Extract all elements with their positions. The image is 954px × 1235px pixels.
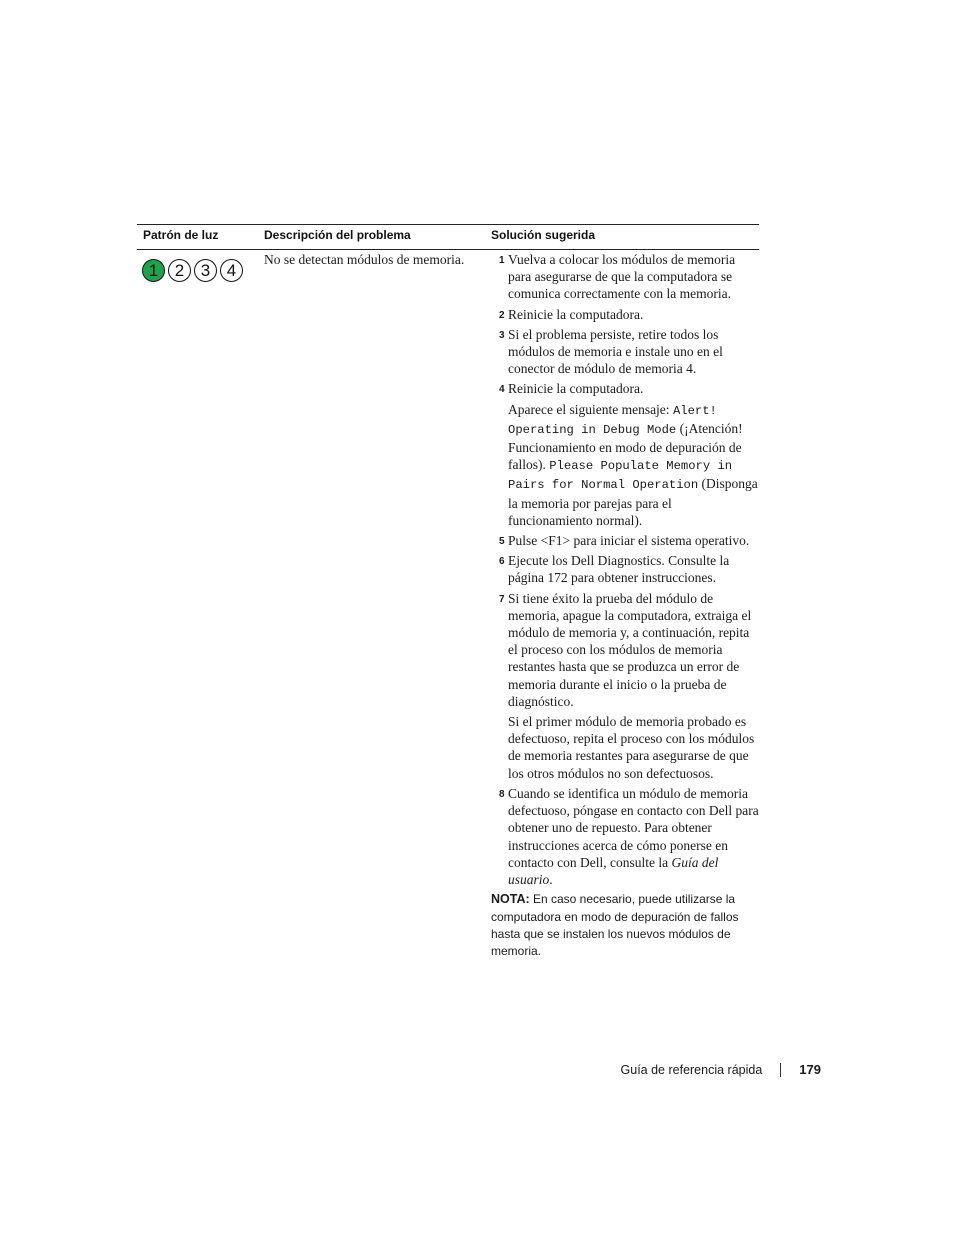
header-light-pattern: Patrón de luz xyxy=(143,228,219,242)
light-4-icon: 4 xyxy=(220,259,243,282)
step-number: 5 xyxy=(499,536,505,548)
message-translation-2: (Disponga la memoria por parejas para el funcionamiento normal). xyxy=(508,476,758,528)
step-number: 1 xyxy=(499,255,505,266)
step-7-followup: Si el primer módulo de memoria probado es defectuoso, repita el proceso con los módulos de memoria restantes para asegurarse de que los otros módulos no son defectuosos. xyxy=(508,714,755,781)
table-header-rule xyxy=(137,249,759,250)
page-number: 179 xyxy=(799,1062,821,1077)
suggested-solution xyxy=(491,251,759,961)
step-3 xyxy=(491,326,759,378)
message-code-populate: Please Populate Memory in Pairs for Normal Operation xyxy=(508,459,733,493)
step-4 xyxy=(491,380,759,397)
step-text: Reinicie la computadora. xyxy=(508,381,644,397)
step-number: 6 xyxy=(499,556,505,568)
step-text-end: . xyxy=(549,871,553,887)
header-problem-description: Descripción del problema xyxy=(264,228,411,242)
step-number: 3 xyxy=(499,329,505,341)
step-text: Si el problema persiste, retire todos los módulos de memoria e instale uno en el conector de módulo de memoria 4. xyxy=(508,326,723,377)
step-text: Ejecute los Dell Diagnostics. Consulte la página 172 para obtener instrucciones. xyxy=(508,553,730,586)
note-text: En caso necesario, puede utilizarse la computadora en modo de depuración de fallos hasta que se instalen los nuevos módulos de memoria. xyxy=(491,892,739,959)
step-text: Reinicie la computadora. xyxy=(508,306,644,322)
light-2-icon: 2 xyxy=(168,259,191,282)
page-footer xyxy=(621,1062,821,1078)
header-suggested-solution: Solución sugerida xyxy=(491,228,596,242)
note xyxy=(491,891,759,961)
step-text: Si tiene éxito la prueba del módulo de memoria, apague la computadora, extraiga el módulo de memoria y, a continuación, repita el proceso con los módulos de memoria restantes hasta que se produzca un error de memoria durante el inicio o la prueba de diagnóstico. xyxy=(508,590,752,709)
step-8 xyxy=(491,785,759,888)
light-1-icon: 1 xyxy=(142,259,165,282)
step-number: 4 xyxy=(499,384,505,396)
table-top-rule xyxy=(137,224,759,225)
step-5 xyxy=(491,532,759,549)
step-4-message xyxy=(491,401,759,529)
light-3-icon: 3 xyxy=(194,259,217,282)
message-code-alert: Alert! Operating in Debug Mode xyxy=(508,403,717,437)
note-label: NOTA: xyxy=(491,892,530,907)
step-text: Cuando se identifica un módulo de memoria defectuoso, póngase en contacto con Dell para obtener uno de repuesto. Para obtener instrucciones acerca de cómo ponerse en contacto con Dell, consulte la xyxy=(508,785,759,870)
light-pattern xyxy=(142,259,243,282)
footer-title: Guía de referencia rápida xyxy=(620,1063,763,1077)
step-number: 7 xyxy=(499,593,505,605)
footer-separator xyxy=(780,1063,781,1077)
problem-description: No se detectan módulos de memoria. xyxy=(264,252,465,267)
step-text: Pulse <F1> para iniciar el sistema operativo. xyxy=(508,533,750,549)
step-2 xyxy=(491,306,759,323)
user-guide-reference: Guía del usuario xyxy=(508,854,719,887)
step-number: 8 xyxy=(499,788,505,800)
step-6 xyxy=(491,552,759,586)
message-translation-1: (¡Atención! Funcionamiento en modo de depuración de fallos). xyxy=(508,420,743,473)
step-number: 2 xyxy=(499,309,505,321)
step-7 xyxy=(491,590,759,710)
message-intro: Aparece el siguiente mensaje: xyxy=(508,401,673,417)
step-text: Vuelva a colocar los módulos de memoria para asegurarse de que la computadora se comunica correctamente con la memoria. xyxy=(508,252,736,302)
step-1 xyxy=(491,251,759,303)
